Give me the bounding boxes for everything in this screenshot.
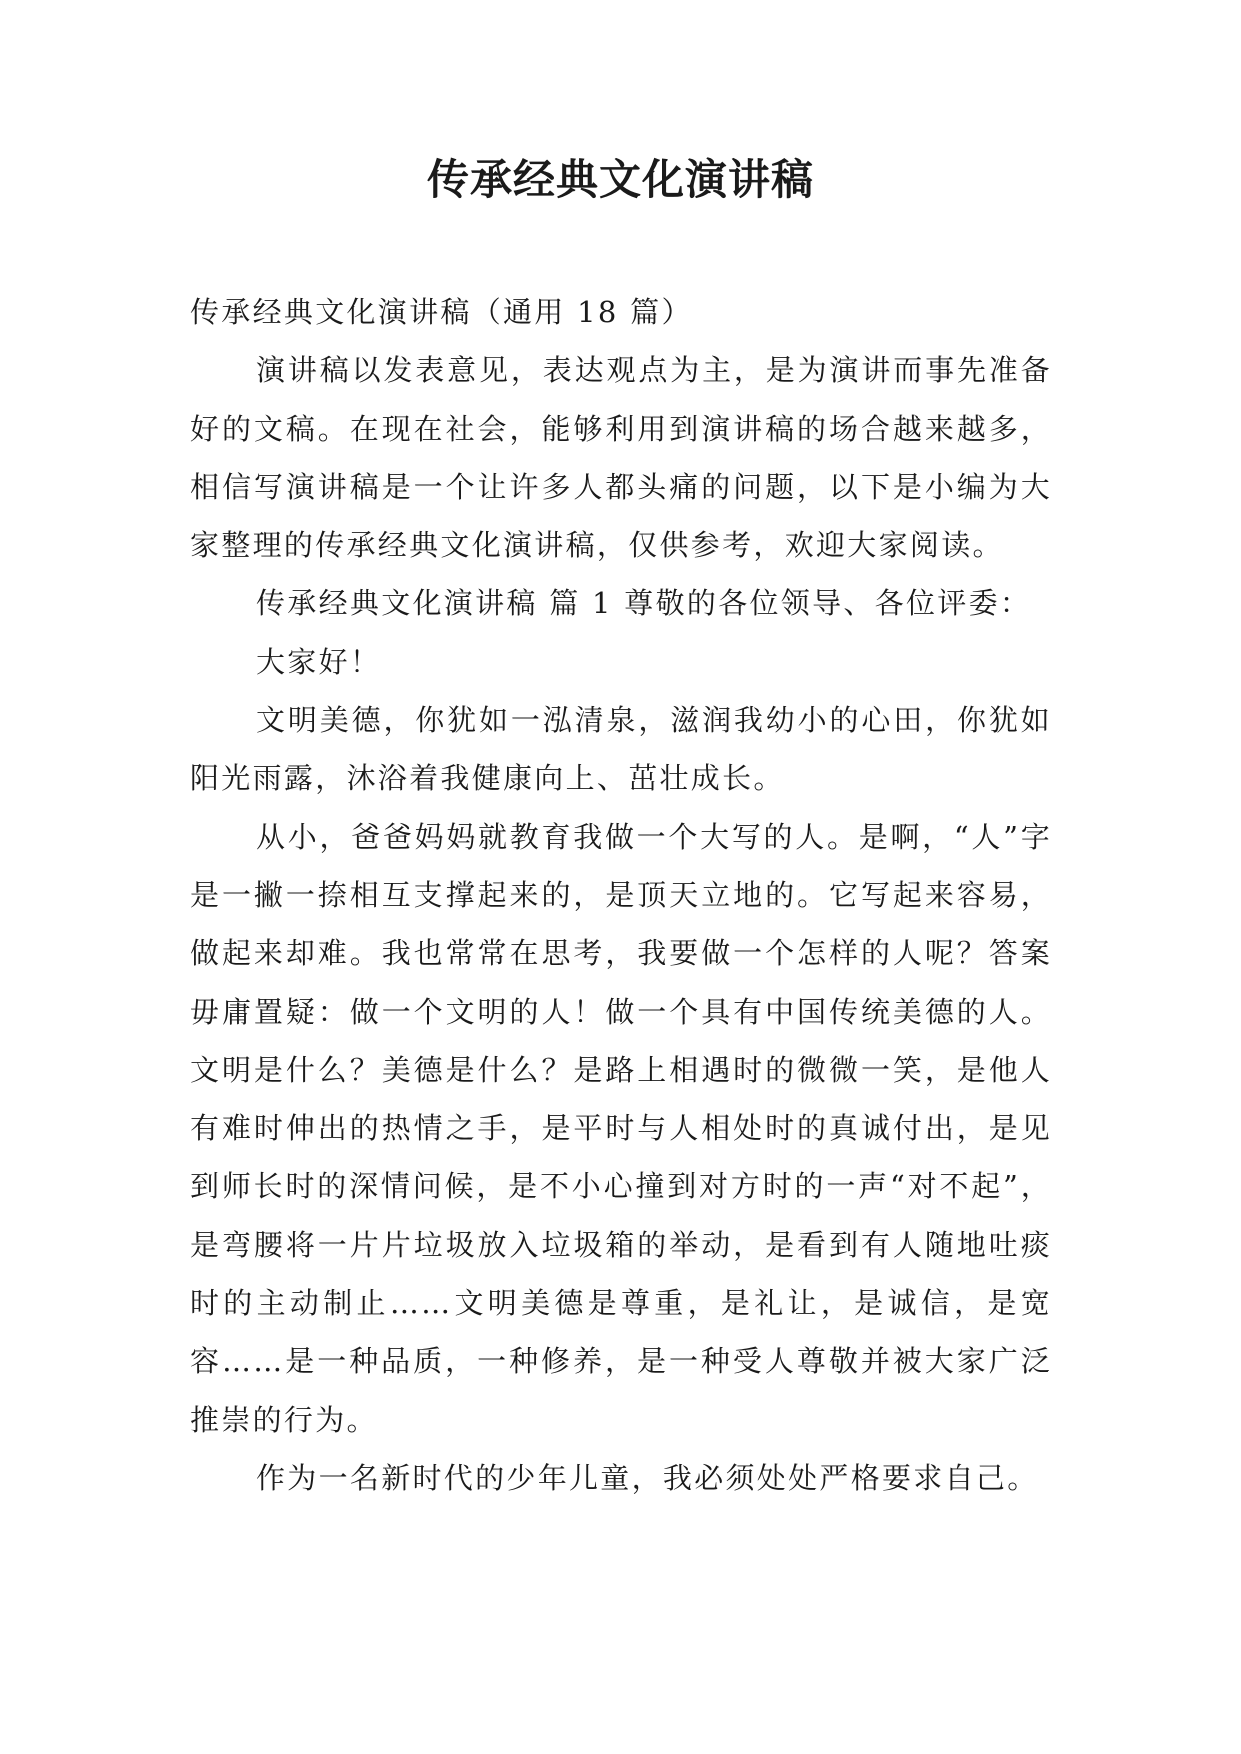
paragraph-intro: 演讲稿以发表意见，表达观点为主，是为演讲而事先准备好的文稿。在现在社会，能够利用到演讲稿的场合越来越多，相信写演讲稿是一个让许多人都头痛的问题，以下是小编为大家整理的传承经典文化演讲稿，仅供参考，欢迎大家阅读。 xyxy=(190,353,1052,563)
paragraph-subtitle: 传承经典文化演讲稿（通用 18 篇） xyxy=(190,295,693,329)
paragraph-section-heading: 传承经典文化演讲稿 篇 1 尊敬的各位领导、各位评委： xyxy=(256,586,1032,621)
paragraph-body: 作为一名新时代的少年儿童，我必须处处严格要求自己。 xyxy=(256,1460,1039,1495)
document-body xyxy=(190,283,1052,1507)
paragraph-greeting: 大家好！ xyxy=(256,644,382,679)
paragraph-body: 文明美德，你犹如一泓清泉，滋润我幼小的心田，你犹如阳光雨露，沐浴着我健康向上、茁壮成长。 xyxy=(190,703,1052,796)
document-title: 传承经典文化演讲稿 xyxy=(426,155,814,204)
paragraph-body: 从小，爸爸妈妈就教育我做一个大写的人。是啊，“人”字是一撇一捺相互支撑起来的，是顶天立地的。它写起来容易，做起来却难。我也常常在思考，我要做一个怎样的人呢？答案毋庸置疑：做一个文明的人！做一个具有中国传统美德的人。文明是什么？美德是什么？是路上相遇时的微微一笑，是他人有难时伸出的热情之手，是平时与人相处时的真诚付出，是见到师长时的深情问候，是不小心撞到对方时的一声“对不起”，是弯腰将一片片垃圾放入垃圾箱的举动，是看到有人随地吐痰时的主动制止……文明美德是尊重，是礼让，是诚信，是宽容……是一种品质，一种修养，是一种受人尊敬并被大家广泛推崇的行为。 xyxy=(190,819,1052,1437)
